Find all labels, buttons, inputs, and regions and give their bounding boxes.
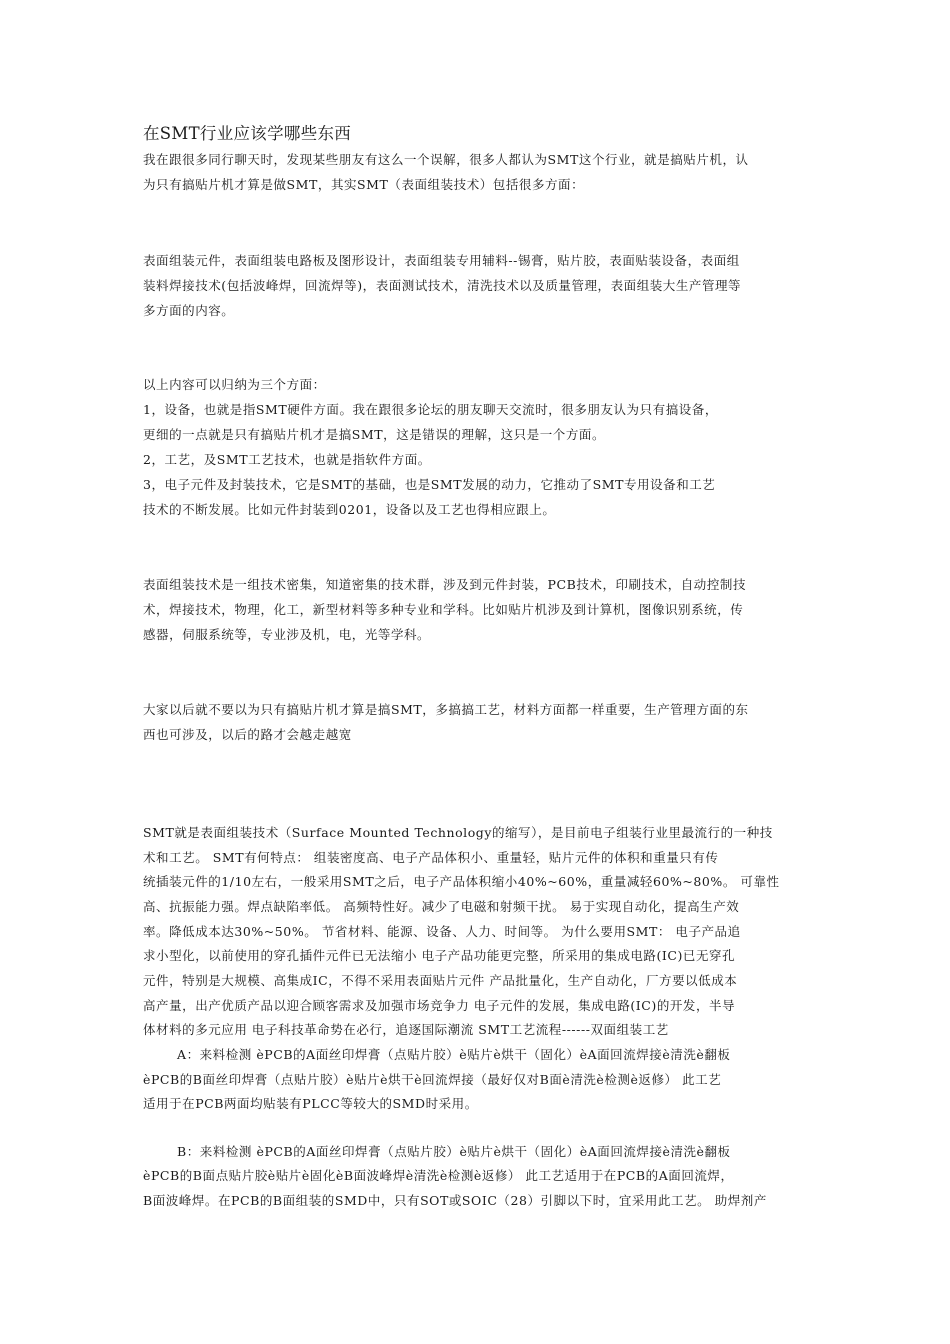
document-title: 在SMT行业应该学哪些东西 bbox=[143, 124, 352, 143]
paragraph-line: 体材料的多元应用 电子科技革命势在必行，追逐国际潮流 SMT工艺流程------双面组装工艺 bbox=[143, 1022, 669, 1037]
paragraph-line: 技术的不断发展。比如元件封装到0201，设备以及工艺也得相应跟上。 bbox=[143, 502, 556, 517]
paragraph-line: 1，设备，也就是指SMT硬件方面。我在跟很多论坛的朋友聊天交流时，很多朋友认为只有搞设备， bbox=[143, 402, 718, 417]
paragraph-line: 我在跟很多同行聊天时，发现某些朋友有这么一个误解，很多人都认为SMT这个行业，就是搞贴片机，认 bbox=[143, 152, 749, 167]
paragraph-line: 高、抗振能力强。焊点缺陷率低。 高频特性好。减少了电磁和射频干扰。 易于实现自动化，提高生产效 bbox=[143, 899, 740, 914]
paragraph-line: 术和工艺。 SMT有何特点： 组装密度高、电子产品体积小、重量轻，贴片元件的体积和重量只有传 bbox=[143, 850, 719, 865]
paragraph-line: 装料焊接技术(包括波峰焊，回流焊等)，表面测试技术，清洗技术以及质量管理，表面组装大生产管理等 bbox=[143, 278, 742, 293]
paragraph-line: 表面组装技术是一组技术密集，知道密集的技术群，涉及到元件封装，PCB技术，印刷技术，自动控制技 bbox=[143, 577, 747, 592]
paragraph-line: 更细的一点就是只有搞贴片机才是搞SMT，这是错误的理解，这只是一个方面。 bbox=[143, 427, 606, 442]
paragraph-line: èPCB的B面点贴片胶è贴片è固化èB面波峰焊è清洗è检测è返修） 此工艺适用于在PCB的A面回流焊， bbox=[143, 1168, 734, 1183]
paragraph-line: 适用于在PCB两面均贴装有PLCC等较大的SMD时采用。 bbox=[143, 1096, 478, 1111]
paragraph-line: 感器，伺服系统等，专业涉及机，电，光等学科。 bbox=[143, 627, 431, 642]
paragraph-line: 2，工艺，及SMT工艺技术，也就是指软件方面。 bbox=[143, 452, 431, 467]
paragraph-line: B：来料检测 èPCB的A面丝印焊膏（点贴片胶）è贴片è烘干（固化）èA面回流焊接è清洗è翻板 bbox=[177, 1144, 731, 1159]
paragraph-line: B面波峰焊。在PCB的B面组装的SMD中，只有SOT或SOIC（28）引脚以下时，宜采用此工艺。 助焊剂产 bbox=[143, 1193, 767, 1208]
paragraph-line: 高产量，出产优质产品以迎合顾客需求及加强市场竞争力 电子元件的发展，集成电路(IC)的开发，半导 bbox=[143, 998, 736, 1013]
paragraph-line: 求小型化，以前使用的穿孔插件元件已无法缩小 电子产品功能更完整，所采用的集成电路(IC)已无穿孔 bbox=[143, 948, 736, 963]
paragraph-line: 西也可涉及，以后的路才会越走越宽 bbox=[143, 727, 352, 742]
paragraph-line: 以上内容可以归纳为三个方面： bbox=[143, 377, 326, 392]
paragraph-line: SMT就是表面组装技术（Surface Mounted Technology的缩写），是目前电子组装行业里最流行的一种技 bbox=[143, 825, 773, 840]
paragraph-line: A：来料检测 èPCB的A面丝印焊膏（点贴片胶）è贴片è烘干（固化）èA面回流焊接è清洗è翻板 bbox=[177, 1047, 731, 1062]
paragraph-line: 为只有搞贴片机才算是做SMT，其实SMT（表面组装技术）包括很多方面： bbox=[143, 177, 585, 192]
paragraph-line: èPCB的B面丝印焊膏（点贴片胶）è贴片è烘干è回流焊接（最好仅对B面è清洗è检测è返修） 此工艺 bbox=[143, 1072, 722, 1087]
paragraph-line: 表面组装元件，表面组装电路板及图形设计，表面组装专用辅料--锡膏，贴片胶，表面贴装设备，表面组 bbox=[143, 253, 740, 268]
paragraph-line: 统插装元件的1/10左右，一般采用SMT之后，电子产品体积缩小40%~60%，重量减轻60%~80%。 可靠性 bbox=[143, 874, 780, 889]
paragraph-line: 元件，特别是大规模、高集成IC，不得不采用表面贴片元件 产品批量化，生产自动化，厂方要以低成本 bbox=[143, 973, 738, 988]
paragraph-line: 率。降低成本达30%~50%。 节省材料、能源、设备、人力、时间等。 为什么要用SMT： 电子产品追 bbox=[143, 924, 741, 939]
paragraph-line: 术，焊接技术，物理，化工，新型材料等多种专业和学科。比如贴片机涉及到计算机，图像识别系统，传 bbox=[143, 602, 744, 617]
paragraph-line: 大家以后就不要以为只有搞贴片机才算是搞SMT，多搞搞工艺，材料方面都一样重要，生产管理方面的东 bbox=[143, 702, 749, 717]
paragraph-line: 3，电子元件及封装技术，它是SMT的基础，也是SMT发展的动力，它推动了SMT专用设备和工艺 bbox=[143, 477, 716, 492]
paragraph-line: 多方面的内容。 bbox=[143, 303, 235, 318]
